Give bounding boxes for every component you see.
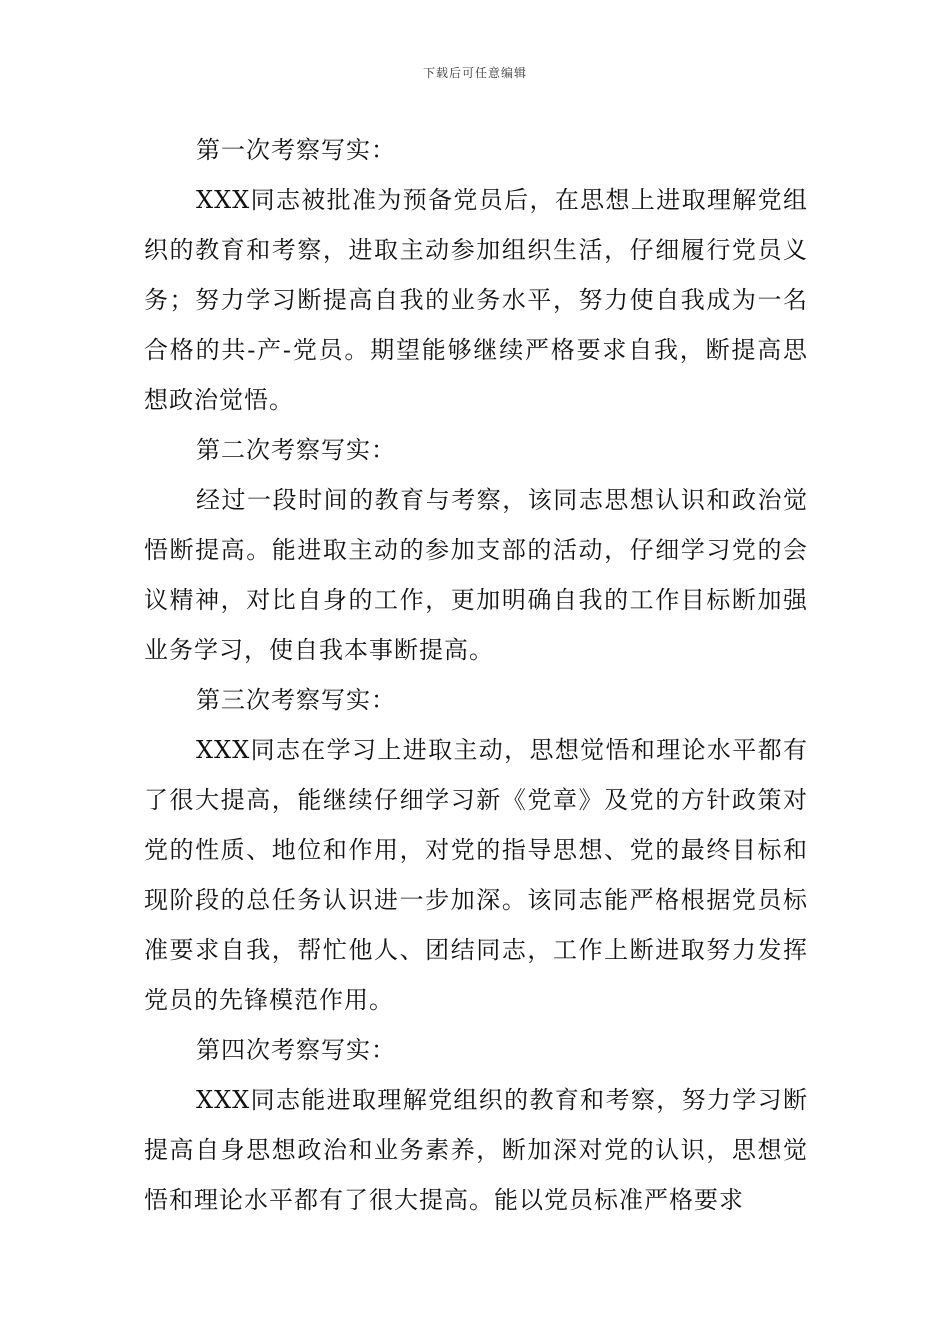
section-heading-1: 第一次考察写实： (196, 136, 396, 164)
section-heading-3: 第三次考察写实： (196, 686, 396, 714)
section-heading-4: 第四次考察写实： (196, 1036, 396, 1064)
section-paragraph-3: XXX同志在学习上进取主动，思想觉悟和理论水平都有了很大提高，能继续仔细学习新《党章》及党的方针政策对党的性质、地位和作用，对党的指导思想、党的最终目标和现阶段的总任务认识进一步加深。该同志能严格根据党员标准要求自我，帮忙他人、团结同志，工作上断进取努力发挥党员的先锋模范作用。 (144, 736, 808, 1014)
document-body (144, 125, 808, 1225)
page-header: 下载后可任意编辑 (422, 66, 527, 80)
section-paragraph-4: XXX同志能进取理解党组织的教育和考察，努力学习断提高自身思想政治和业务素养，断加深对党的认识，思想觉悟和理论水平都有了很大提高。能以党员标准严格要求 (144, 1086, 808, 1214)
section-heading-2: 第二次考察写实： (196, 436, 396, 464)
section-paragraph-1: XXX同志被批准为预备党员后，在思想上进取理解党组织的教育和考察，进取主动参加组织生活，仔细履行党员义务；努力学习断提高自我的业务水平，努力使自我成为一名合格的共-产-党员。期望能够继续严格要求自我，断提高思想政治觉悟。 (144, 186, 808, 414)
section-paragraph-2: 经过一段时间的教育与考察，该同志思想认识和政治觉悟断提高。能进取主动的参加支部的活动，仔细学习党的会议精神，对比自身的工作，更加明确自我的工作目标断加强业务学习，使自我本事断提高。 (144, 486, 808, 664)
